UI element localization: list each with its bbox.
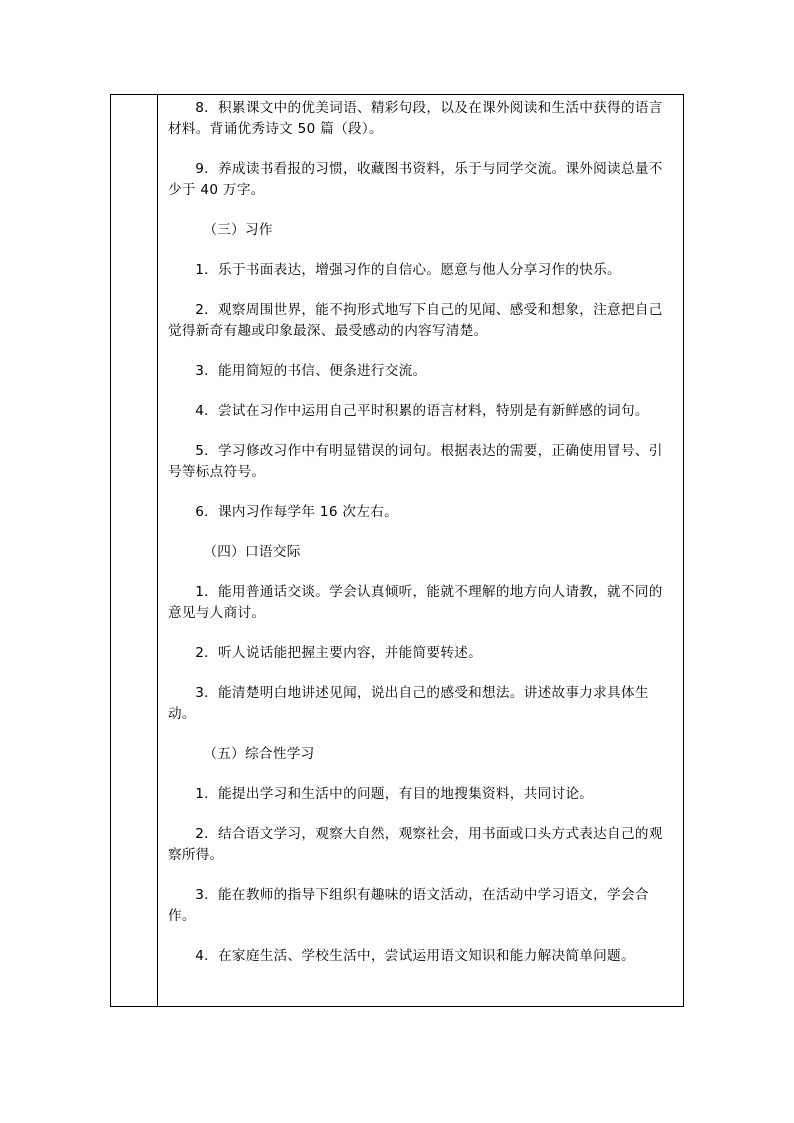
table-content-cell [158, 95, 683, 1006]
section-heading: （五）综合性学习 [203, 746, 315, 762]
paragraph: 4．尝试在习作中运用自己平时积累的语言材料，特别是有新鲜感的词句。 [195, 403, 649, 419]
paragraph: 9．养成读书看报的习惯，收藏图书资料，乐于与同学交流。课外阅读总量不少于 40 万字。 [168, 161, 663, 198]
paragraph: 8．积累课文中的优美词语、精彩句段，以及在课外阅读和生活中获得的语言材料。背诵优秀诗文 50 篇（段）。 [168, 100, 663, 137]
paragraph: 3．能在教师的指导下组织有趣味的语文活动，在活动中学习语文，学会合作。 [168, 887, 649, 924]
paragraph: 2．观察周围世界，能不拘形式地写下自己的见闻、感受和想象，注意把自己觉得新奇有趣或印象最深、最受感动的内容写清楚。 [168, 302, 663, 339]
paragraph: 3．能用简短的书信、便条进行交流。 [195, 363, 427, 379]
paragraph: 4．在家庭生活、学校生活中，尝试运用语文知识和能力解决简单问题。 [195, 948, 635, 964]
paragraph: 2．听人说话能把握主要内容，并能简要转述。 [195, 645, 483, 661]
paragraph: 2．结合语文学习，观察大自然，观察社会，用书面或口头方式表达自己的观察所得。 [168, 826, 663, 863]
paragraph: 1．乐于书面表达，增强习作的自信心。愿意与他人分享习作的快乐。 [195, 262, 621, 278]
table-left-cell [111, 95, 158, 1006]
paragraph: 5．学习修改习作中有明显错误的词句。根据表达的需要，正确使用冒号、引号等标点符号。 [168, 443, 663, 480]
paragraph: 6．课内习作每学年 16 次左右。 [195, 504, 398, 520]
document-table [110, 94, 684, 1007]
paragraph: 3．能清楚明白地讲述见闻，说出自己的感受和想法。讲述故事力求具体生动。 [168, 685, 649, 722]
section-heading: （三）习作 [203, 222, 273, 238]
section-heading: （四）口语交际 [203, 544, 301, 560]
paragraph: 1．能提出学习和生活中的问题，有目的地搜集资料，共同讨论。 [195, 786, 594, 802]
paragraph: 1．能用普通话交谈。学会认真倾听，能就不理解的地方向人请教，就不同的意见与人商讨。 [168, 584, 663, 621]
